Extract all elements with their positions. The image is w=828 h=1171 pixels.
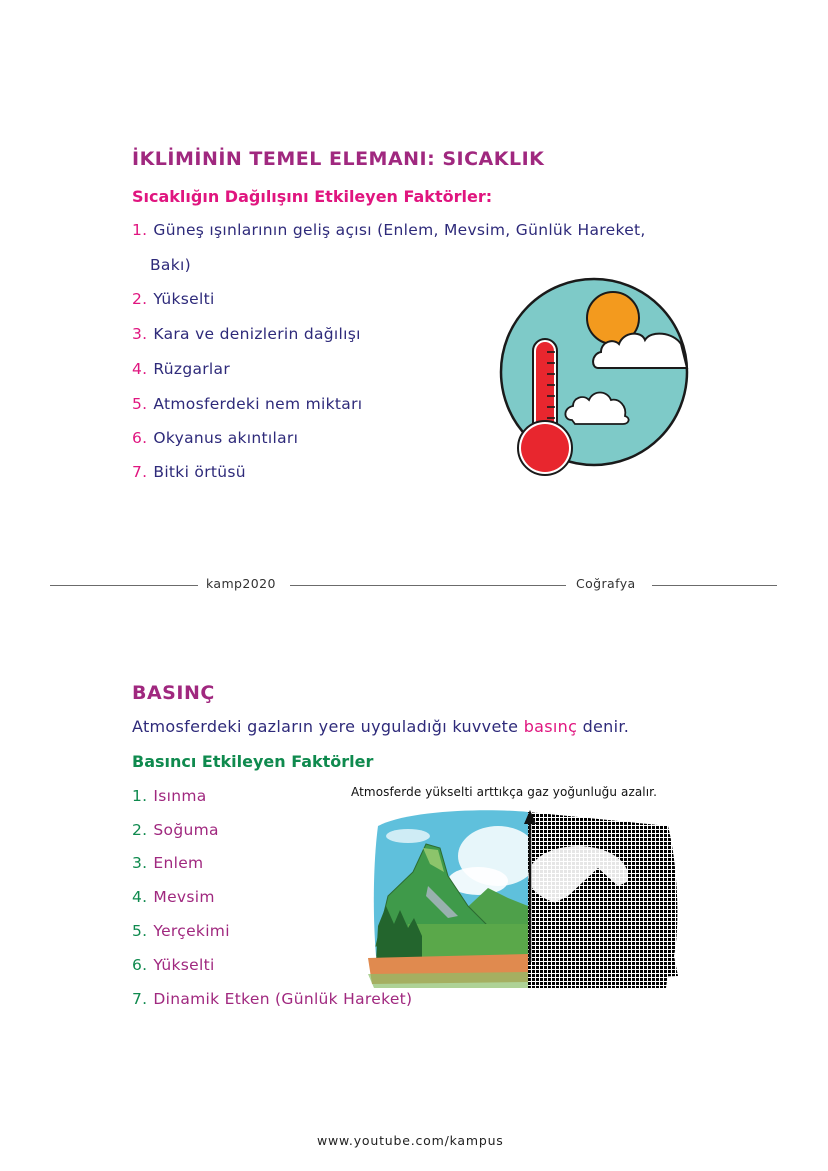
list-number: 7. [132, 990, 148, 1008]
divider-line [290, 585, 566, 586]
divider-line [652, 585, 777, 586]
page-label-kamp: kamp2020 [206, 576, 276, 591]
list-item [132, 360, 230, 378]
list-text: Okyanus akıntıları [153, 429, 299, 447]
footer-url: www.youtube.com/kampus [317, 1133, 504, 1148]
list-text: Rüzgarlar [153, 360, 231, 378]
basinc-definition [132, 717, 629, 736]
list-item [132, 290, 215, 308]
list-text: Yerçekimi [153, 922, 230, 940]
list-item [132, 821, 219, 839]
section-title-sicaklik: İKLİMİNİN TEMEL ELEMANI: SICAKLIK [132, 148, 545, 170]
thermometer-sun-cloud-icon [495, 270, 695, 480]
list-number: 1. [132, 221, 148, 239]
list-number: 3. [132, 854, 148, 872]
list-text: Bakı) [150, 256, 191, 274]
list-text: Mevsim [153, 888, 215, 906]
definition-text: Atmosferdeki gazların yere uyguladığı kuvvete [132, 717, 524, 736]
section-subtitle-basinc-factors: Basıncı Etkileyen Faktörler [132, 752, 374, 771]
list-item [132, 956, 215, 974]
list-item [132, 325, 361, 343]
list-text: Yükselti [153, 956, 215, 974]
list-number: 7. [132, 463, 148, 481]
mountain-altitude-icon [368, 806, 684, 990]
list-item [132, 463, 246, 481]
list-number: 6. [132, 429, 148, 447]
definition-keyword: basınç [523, 717, 578, 736]
list-number: 5. [132, 395, 148, 413]
list-number: 1. [132, 787, 148, 805]
section-subtitle-sicaklik-factors: Sıcaklığın Dağılışını Etkileyen Faktörler: [132, 187, 493, 206]
list-text: Kara ve denizlerin dağılışı [153, 325, 361, 343]
page-label-subject: Coğrafya [576, 576, 636, 591]
illustration-caption: Atmosferde yükselti arttıkça gaz yoğunluğu azalır. [351, 785, 658, 799]
list-number: 4. [132, 360, 148, 378]
list-item [132, 854, 203, 872]
section-title-basinc: BASINÇ [132, 682, 215, 704]
divider-line [50, 585, 198, 586]
list-number: 2. [132, 290, 148, 308]
list-item-continuation [150, 256, 191, 274]
list-item [132, 922, 230, 940]
list-text: Yükselti [153, 290, 215, 308]
list-item [132, 429, 298, 447]
list-item [132, 221, 646, 239]
list-text: Dinamik Etken (Günlük Hareket) [153, 990, 413, 1008]
list-item [132, 888, 215, 906]
definition-text: denir. [577, 717, 630, 736]
list-item [132, 395, 362, 413]
list-item [132, 787, 207, 805]
list-text: Bitki örtüsü [153, 463, 246, 481]
list-text: Güneş ışınlarının geliş açısı (Enlem, Mevsim, Günlük Hareket, [153, 221, 646, 239]
list-text: Enlem [153, 854, 204, 872]
list-number: 5. [132, 922, 148, 940]
list-item [132, 990, 412, 1008]
list-number: 3. [132, 325, 148, 343]
list-number: 4. [132, 888, 148, 906]
list-text: Soğuma [153, 821, 219, 839]
list-number: 2. [132, 821, 148, 839]
list-text: Isınma [153, 787, 207, 805]
list-number: 6. [132, 956, 148, 974]
list-text: Atmosferdeki nem miktarı [153, 395, 363, 413]
